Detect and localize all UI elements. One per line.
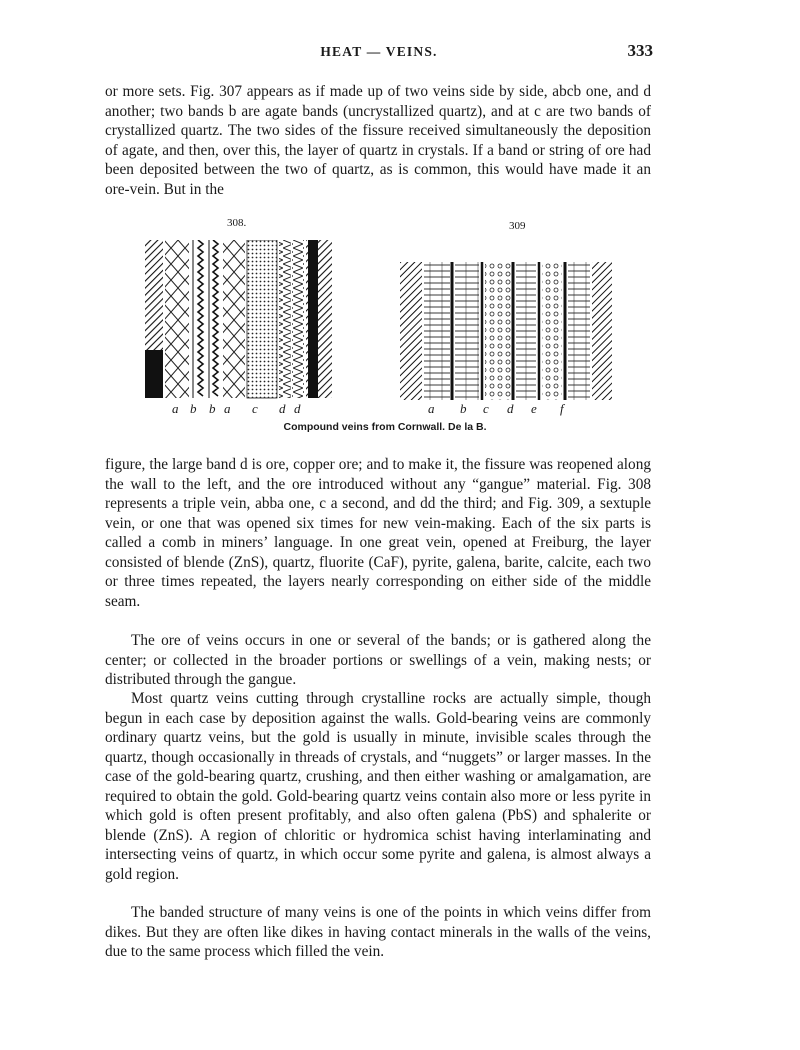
- comb-d: [516, 262, 536, 400]
- comb-b: [455, 262, 479, 400]
- fig308-label-a: a: [172, 401, 179, 416]
- paragraph-2: figure, the large band d is ore, copper ore; and to make it, the fissure was reopened along the wall to the left, and the ore introduced without any “gangue” material. Fig. 308 represents a triple vein, abba one, c a second, and dd the third; and Fig. 309, a sextuple vein, or one that was opened six times for new vein-making. Each of the six parts is called a comb in miners’ language. In one great vein, opened at Freiburg, the layer consisted of blende (ZnS), quartz, fluorite (CaF), pyrite, galena, barite, calcite, each two or three times repeated, the layers nearly corresponding on either side of the middle seam.: [105, 456, 651, 610]
- comb-a: [424, 262, 450, 400]
- fig309-label-e: e: [531, 401, 537, 416]
- wall-rock-dark: [145, 350, 163, 398]
- page-number: 333: [627, 41, 653, 60]
- running-head: [105, 41, 653, 66]
- fig308-label-d: d: [294, 401, 301, 416]
- fig309-label-f: f: [560, 401, 564, 416]
- fig308-label-b: b: [209, 401, 216, 416]
- comb-e: [542, 262, 562, 400]
- fig308-label-a: a: [224, 401, 231, 416]
- band-c: [247, 240, 277, 398]
- figure-308-illustration: [143, 240, 335, 400]
- fig309-label-a: a: [428, 401, 435, 416]
- paragraph-1: or more sets. Fig. 307 appears as if made up of two veins side by side, abcb one, and d another; two bands b are agate bands (uncrystallized quartz), and at c are two bands of crystallized quartz. The two sides of the fissure received simultaneously the deposition of agate, and then, over this, the layer of quartz in crystals. If a band or string of ore had been deposited between the two of quartz, as is common, this would have made it an ore-vein. But in the: [105, 83, 651, 198]
- band-b-right: [213, 240, 218, 396]
- paragraph-4: Most quartz veins cutting through crystalline rocks are actually simple, though begun in each case by deposition against the walls. Gold-bearing veins are commonly ordinary quartz veins, but the gold is usually in minute, invisible scales through the quartz, though occasionally in threads of crystals, and “nuggets” or larger masses. In the case of the gold-bearing quartz, crushing, and then either washing or amalgamation, are required to obtain the gold. Gold-bearing quartz veins contain also more or less pyrite in which gold is often present profitably, and also often galena (PbS) and sphalerite or blende (ZnS). A region of chloritic or hydromica schist having interlaminating and intersecting veins of quartz, in which occur some pyrite and galena, is almost always a gold region.: [105, 690, 651, 883]
- band-b-left: [198, 240, 203, 396]
- paragraph-3: The ore of veins occurs in one or several of the bands; or is gathered along the center; or collected in the broader portions or swellings of a vein, making nests; or distributed through the gangue.: [105, 632, 651, 688]
- wall-right: [592, 262, 612, 400]
- fig309-label-c: c: [483, 401, 489, 416]
- wall-left: [400, 262, 422, 400]
- band-a-left: [165, 240, 189, 398]
- fig308-label-d: d: [279, 401, 286, 416]
- figure-309-illustration: [400, 262, 614, 402]
- band-a-right: [223, 240, 245, 398]
- fig308-label-b: b: [190, 401, 197, 416]
- fig309-label-b: b: [460, 401, 467, 416]
- figure-309-number: 309: [509, 220, 526, 232]
- comb-c: [485, 262, 511, 400]
- figure-caption: Compound veins from Cornwall. De la B.: [283, 421, 487, 433]
- fig309-label-d: d: [507, 401, 514, 416]
- band-d-right: [292, 240, 304, 398]
- fig308-label-c: c: [252, 401, 258, 416]
- running-head-title: HEAT — VEINS.: [320, 44, 438, 59]
- band-d-left: [279, 240, 291, 398]
- comb-f: [568, 262, 590, 400]
- figure-308-number: 308.: [227, 217, 247, 229]
- paragraph-5: The banded structure of many veins is one of the points in which veins differ from dikes. But they are often like dikes in having contact minerals in the walls of the veins, due to the same process which filled the vein.: [105, 904, 651, 960]
